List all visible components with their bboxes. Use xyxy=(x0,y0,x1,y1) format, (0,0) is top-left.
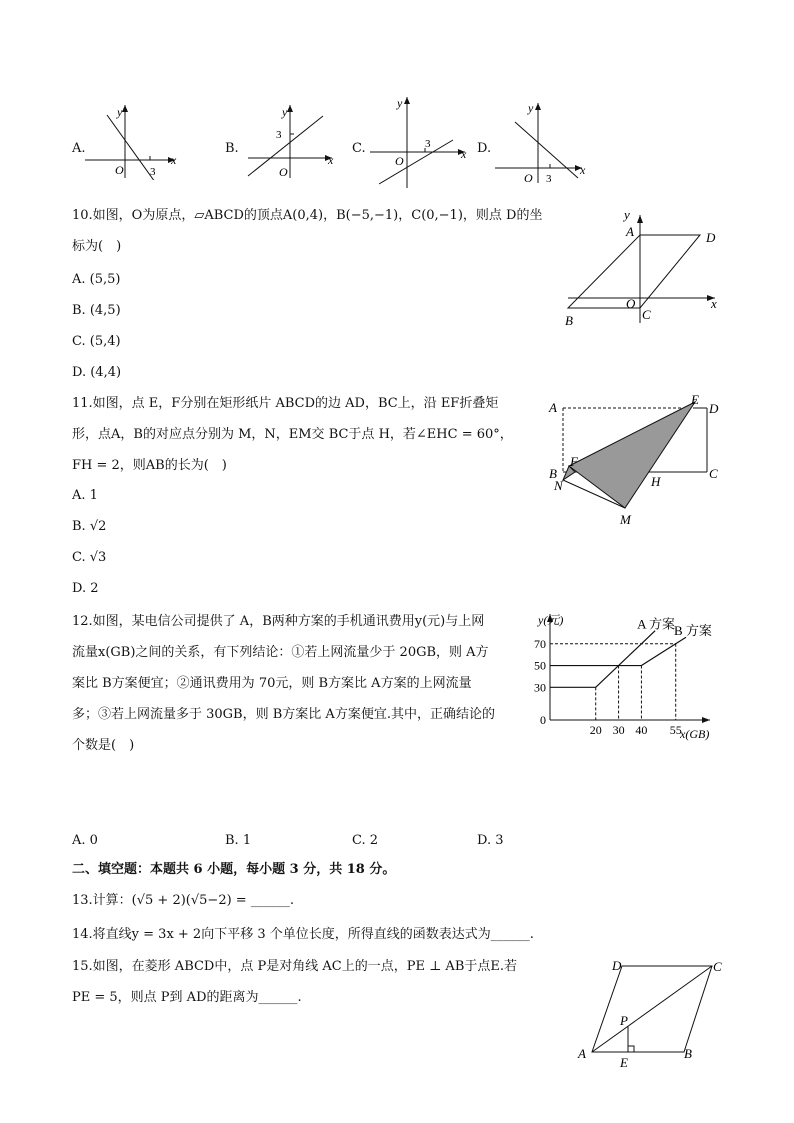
q10-option-b[interactable]: B. (4,5) xyxy=(72,303,121,318)
q11-stem-line2: 形，点A，B的对应点分别为 M，N，EM交 BC于点 H，若∠EHC = 60°， xyxy=(72,427,513,442)
label-c: C xyxy=(713,959,722,974)
q11-figure xyxy=(545,390,730,530)
q9-option-a-letter: A. xyxy=(72,141,86,156)
x-label: x xyxy=(580,163,586,177)
q11-stem-line1: 11.如图，点 E，F分别在矩形纸片 ABCD的边 AD，BC上，沿 EF折叠矩 xyxy=(72,396,499,411)
label-o: O xyxy=(626,296,636,311)
q9-option-a-graph[interactable] xyxy=(85,100,185,180)
x-tick-label-40: 40 xyxy=(635,723,648,737)
q12-stem-line3: 案比 B方案便宜；②通讯费用为 70元，则 B方案比 A方案的上网流量 xyxy=(72,676,472,691)
label-h: H xyxy=(651,474,661,489)
q12-option-b[interactable]: B. 1 xyxy=(225,833,252,848)
origin-label: O xyxy=(115,163,124,177)
y-arrow xyxy=(287,105,293,112)
y-tick-label-50: 50 xyxy=(534,658,546,673)
label-b: B xyxy=(549,466,557,481)
q12-stem-line5: 个数是( ) xyxy=(72,738,135,753)
q10-option-d[interactable]: D. (4,4) xyxy=(72,365,122,380)
x-label: x xyxy=(171,153,177,167)
label-c: C xyxy=(709,466,718,481)
x-axis-arrow xyxy=(702,717,710,723)
right-angle-mark xyxy=(628,1046,634,1052)
q11-option-a[interactable]: A. 1 xyxy=(72,488,98,503)
y-axis-label: y(元) xyxy=(538,613,564,627)
x-label: x xyxy=(328,153,334,167)
label-e: E xyxy=(620,1055,628,1070)
y-arrow xyxy=(122,105,128,112)
q15-stem-line1: 15.如图，在菱形 ABCD中，点 P是对角线 AC上的一点，PE ⊥ AB于点E.若 xyxy=(72,959,517,974)
q12-option-a[interactable]: A. 0 xyxy=(72,833,98,848)
label-b: B xyxy=(565,313,573,328)
series-line-a xyxy=(550,631,655,688)
q12-stem-line2: 流量x(GB)之间的关系，有下列结论：①若上网流量少于 20GB，则 A方 xyxy=(72,645,489,660)
x-axis-label: x(GB) xyxy=(680,727,710,741)
origin-label: O xyxy=(395,154,404,168)
label-a: A xyxy=(549,400,557,415)
q12-stem-line1: 12.如图，某电信公司提供了 A，B两种方案的手机通讯费用y(元)与上网 xyxy=(72,614,485,629)
y-arrow xyxy=(404,97,410,104)
label-d: D xyxy=(612,958,622,973)
tick-label: 3 xyxy=(150,166,156,178)
q10-figure xyxy=(560,205,730,330)
label-f: F xyxy=(570,454,578,469)
label-m: M xyxy=(620,512,631,527)
q14-text: 14.将直线y = 3x + 2向下平移 3 个单位长度，所得直线的函数表达式为______. xyxy=(72,927,534,942)
q15-figure xyxy=(570,952,730,1074)
section-2-heading: 二、填空题：本题共 6 小题，每小题 3 分，共 18 分。 xyxy=(72,862,396,877)
x-label: x xyxy=(461,147,467,161)
q10-stem-line2: 标为( ) xyxy=(72,239,122,254)
series-line-b xyxy=(550,637,686,665)
series-label-a: A 方案 xyxy=(637,616,676,632)
tick-label: 3 xyxy=(276,129,282,141)
tick-label: 3 xyxy=(546,173,552,185)
label-x: x xyxy=(711,296,717,311)
q9-option-d-letter: D. xyxy=(477,141,492,156)
label-d: D xyxy=(709,401,719,416)
diagonal-ac xyxy=(592,966,712,1052)
q10-option-c[interactable]: C. (5,4) xyxy=(72,334,121,349)
label-y: y xyxy=(624,207,630,222)
y-tick-label-30: 30 xyxy=(534,680,546,695)
label-p: P xyxy=(620,1013,628,1028)
label-b: B xyxy=(684,1046,692,1061)
q12-chart xyxy=(530,610,730,745)
q11-option-b[interactable]: B. √2 xyxy=(72,519,107,534)
q10-stem-line1: 10.如图，O为原点，▱ABCD的顶点A(0,4)，B(−5,−1)，C(0,−1)，则点 D的坐 xyxy=(72,208,543,223)
label-c: C xyxy=(642,307,651,322)
q13-text: 13.计算：(√5 + 2)(√5−2) = ______. xyxy=(72,893,294,908)
graph-line xyxy=(515,122,578,178)
folded-region xyxy=(569,402,695,508)
q9-option-c-graph[interactable] xyxy=(365,92,475,190)
q9-option-b-letter: B. xyxy=(225,141,239,156)
q9-option-c-letter: C. xyxy=(352,141,366,156)
label-n: N xyxy=(554,478,563,493)
series-label-b: B 方案 xyxy=(674,623,712,639)
origin-label: O xyxy=(524,171,533,185)
x-tick-label-30: 30 xyxy=(612,723,625,737)
q11-stem-line3: FH = 2，则AB的长为( ) xyxy=(72,458,227,473)
y-arrow xyxy=(535,103,541,110)
q11-option-c[interactable]: C. √3 xyxy=(72,550,107,565)
q12-option-c[interactable]: C. 2 xyxy=(352,833,379,848)
tick-label: 3 xyxy=(425,138,431,150)
q12-option-d[interactable]: D. 3 xyxy=(477,833,504,848)
label-a: A xyxy=(626,224,634,239)
y-tick-label-0: 0 xyxy=(540,713,546,727)
q10-option-a[interactable]: A. (5,5) xyxy=(72,272,121,287)
origin-label: O xyxy=(279,165,288,179)
label-a: A xyxy=(578,1046,586,1061)
x-tick-label-55: 55 xyxy=(669,723,682,737)
y-label: y xyxy=(397,96,403,110)
y-label: y xyxy=(282,105,288,119)
label-d: D xyxy=(706,230,716,245)
q11-option-d[interactable]: D. 2 xyxy=(72,581,99,596)
x-tick-label-20: 20 xyxy=(589,723,602,737)
graph-line xyxy=(379,140,453,184)
y-label: y xyxy=(117,105,123,119)
q15-stem-line2: PE = 5，则点 P到 AD的距离为______. xyxy=(72,990,302,1005)
y-arrow xyxy=(637,215,643,223)
label-e: E xyxy=(691,392,699,407)
q9-option-b-graph[interactable] xyxy=(238,100,338,180)
y-tick-label-70: 70 xyxy=(534,636,546,651)
q9-option-d-graph[interactable] xyxy=(490,98,594,186)
q12-stem-line4: 多；③若上网流量多于 30GB，则 B方案比 A方案便宜.其中，正确结论的 xyxy=(72,707,495,722)
y-label: y xyxy=(528,101,534,115)
